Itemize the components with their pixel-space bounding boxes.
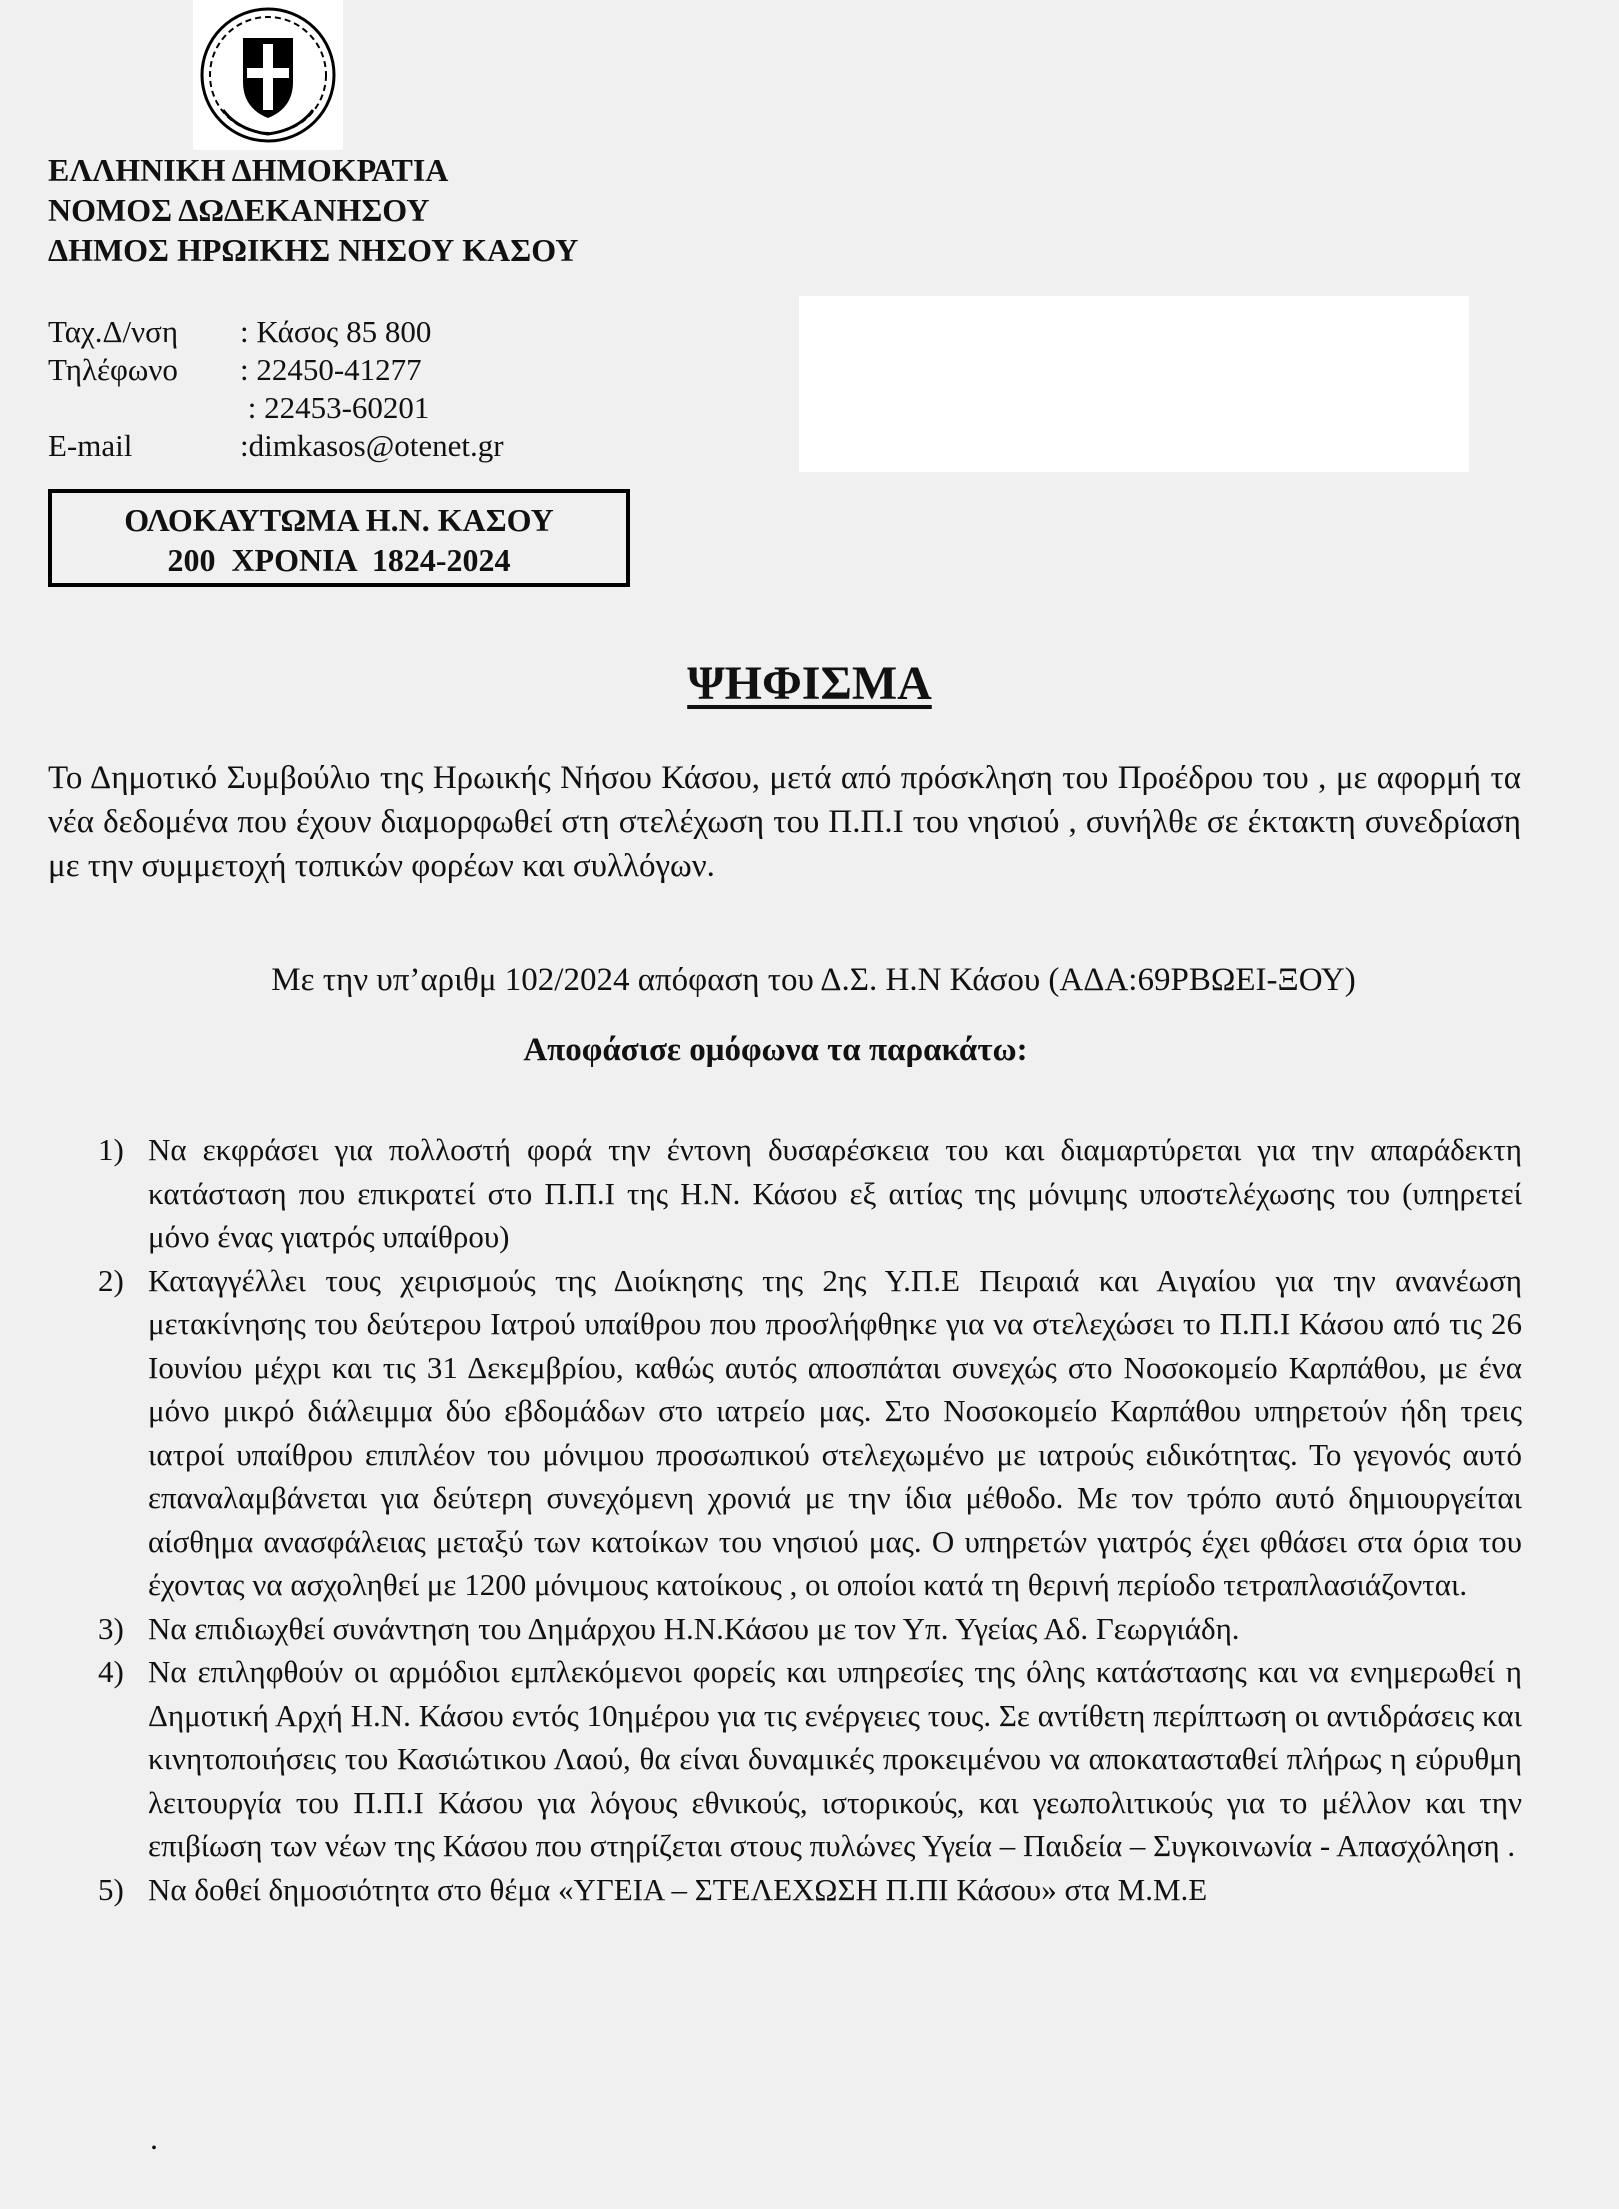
list-item — [98, 1607, 1522, 1651]
document-title: ΨΗΦΙΣΜΑ — [687, 657, 932, 710]
contact-label: Ταχ.Δ/νση — [48, 314, 179, 349]
contact-row-address — [48, 313, 504, 351]
point-number: 3) — [98, 1610, 124, 1646]
header-line-prefecture: ΝΟΜΟΣ ΔΩΔΕΚΑΝΗΣΟΥ — [48, 192, 430, 228]
point-text: Να εκφράσει για πολλοστή φορά την έντονη δυσαρέσκεια του και διαμαρτύρεται για την απαράδεκτη κατάσταση που επικρατεί στο Π.Π.Ι της Η.Ν. Κάσου εξ αιτίας της μόνιμης υποστελέχωσης του (υπηρετεί μόνο ένας γιατρός υπαίθρου) — [148, 1132, 1522, 1254]
list-item — [98, 1650, 1522, 1868]
point-number: 4) — [98, 1654, 124, 1689]
redacted-area — [799, 296, 1469, 472]
contact-row-phone — [48, 351, 504, 389]
contact-details — [48, 313, 504, 465]
header-line-municipality: ΔΗΜΟΣ ΗΡΩΙΚΗΣ ΝΗΣΟΥ ΚΑΣΟΥ — [48, 232, 579, 268]
anniversary-box — [48, 489, 630, 587]
contact-value: : 22453-60201 — [240, 390, 430, 425]
list-item — [98, 1128, 1522, 1259]
point-text: Να δοθεί δημοσιότητα στο θέμα «ΥΓΕΙΑ – ΣΤΕΛΕΧΩΣΗ Π.ΠΙ Κάσου» στα Μ.Μ.Ε — [148, 1871, 1208, 1907]
anniversary-line-2: 200 ΧΡΟΝΙΑ 1824-2024 — [167, 542, 511, 578]
contact-value: : 22450-41277 — [240, 352, 422, 387]
point-text: Καταγγέλλει τους χειρισμούς της Διοίκησης της 2ης Υ.Π.Ε Πειραιά και Αιγαίου για την ανανέωση μετακίνησης του δεύτερου Ιατρού υπαίθρου που προσλήφθηκε για να στελεχώσει το Π.Π.Ι Κάσου από τις 26 Ιουνίου μέχρι και τις 31 Δεκεμβρίου, καθώς αυτός αποσπάται συνεχώς στο Νοσοκομείο Καρπάθου, με ένα μόνο μικρό διάλειμμα δύο εβδομάδων στο ιατρείο μας. Στο Νοσοκομείο Καρπάθου υπηρετούν ήδη τρεις ιατροί υπαίθρου επιπλέον του μόνιμου προσωπικού στελεχωμένο με ιατρούς ειδικότητας. Το γεγονός αυτό επαναλαμβάνεται για δεύτερη συνεχόμενη χρονιά με την ίδια μέθοδο. Με τον τρόπο αυτό δημιουργείται αίσθημα ανασφάλειας μεταξύ των κατοίκων του νησιού μας. Ο υπηρετών γιατρός έχει φθάσει στα όρια του έχοντας να ασχοληθεί με 1200 μόνιμους κατοίκους , οι οποίοι κατά τη θερινή περίοδο τετραπλασιάζονται. — [148, 1262, 1522, 1602]
list-item — [98, 1259, 1522, 1607]
decision-reference: Με την υπ’αριθμ 102/2024 απόφαση του Δ.Σ. Η.Ν Κάσου (ΑΔΑ:69ΡΒΩΕΙ-ΞΟΥ) — [271, 962, 1356, 998]
issuing-authority — [48, 150, 578, 270]
contact-email: :dimkasos@otenet.gr — [240, 428, 504, 463]
contact-label: Τηλέφωνο — [48, 352, 178, 387]
footer-mark: . — [150, 2120, 158, 2156]
contact-value: : Κάσος 85 800 — [240, 314, 432, 349]
anniversary-line-1: ΟΛΟΚΑΥΤΩΜΑ Η.Ν. ΚΑΣΟΥ — [124, 502, 554, 538]
intro-paragraph: Το Δημοτικό Συμβούλιο της Ηρωικής Νήσου Κάσου, μετά από πρόσκληση του Προέδρου του , με αφορμή τα νέα δεδομένα που έχουν διαμορφωθεί στη στελέχωση του Π.Π.Ι του νησιού , συνήλθε σε έκτακτη συνεδρίαση με την συμμετοχή τοπικών φορέων και συλλόγων. — [48, 760, 1521, 884]
resolved-heading: Αποφάσισε ομόφωνα τα παρακάτω: — [523, 1032, 1028, 1068]
resolution-points — [98, 1128, 1522, 1911]
header-line-republic: ΕΛΛΗΝΙΚΗ ΔΗΜΟΚΡΑΤΙΑ — [48, 152, 449, 188]
point-number: 5) — [98, 1871, 124, 1907]
hellenic-republic-emblem-icon — [193, 0, 343, 150]
point-number: 2) — [98, 1262, 124, 1298]
point-number: 1) — [98, 1132, 124, 1167]
contact-label — [48, 389, 240, 427]
point-text: Να επιληφθούν οι αρμόδιοι εμπλεκόμενοι φορείς και υπηρεσίες της όλης κατάστασης και να ενημερωθεί η Δημοτική Αρχή Η.Ν. Κάσου εντός 10ημέρου για τις ενέργειες τους. Σε αντίθετη περίπτωση οι αντιδράσεις και κινητοποιήσεις του Κασιώτικου Λαού, θα είναι δυναμικές προκειμένου να αποκατασταθεί πλήρως η εύρυθμη λειτουργία του Π.Π.Ι Κάσου για λόγους εθνικούς, ιστορικούς, και γεωπολιτικούς για το μέλλον και την επιβίωση των νέων της Κάσου που στηρίζεται στους πυλώνες Υγεία – Παιδεία – Συγκοινωνία - Απασχόληση . — [148, 1654, 1522, 1863]
contact-label: E-mail — [48, 428, 133, 463]
contact-row-email — [48, 427, 504, 465]
contact-row-phone-2 — [48, 389, 504, 427]
list-item — [98, 1868, 1522, 1912]
point-text: Να επιδιωχθεί συνάντηση του Δημάρχου Η.Ν.Κάσου με τον Υπ. Υγείας Αδ. Γεωργιάδη. — [148, 1610, 1240, 1646]
